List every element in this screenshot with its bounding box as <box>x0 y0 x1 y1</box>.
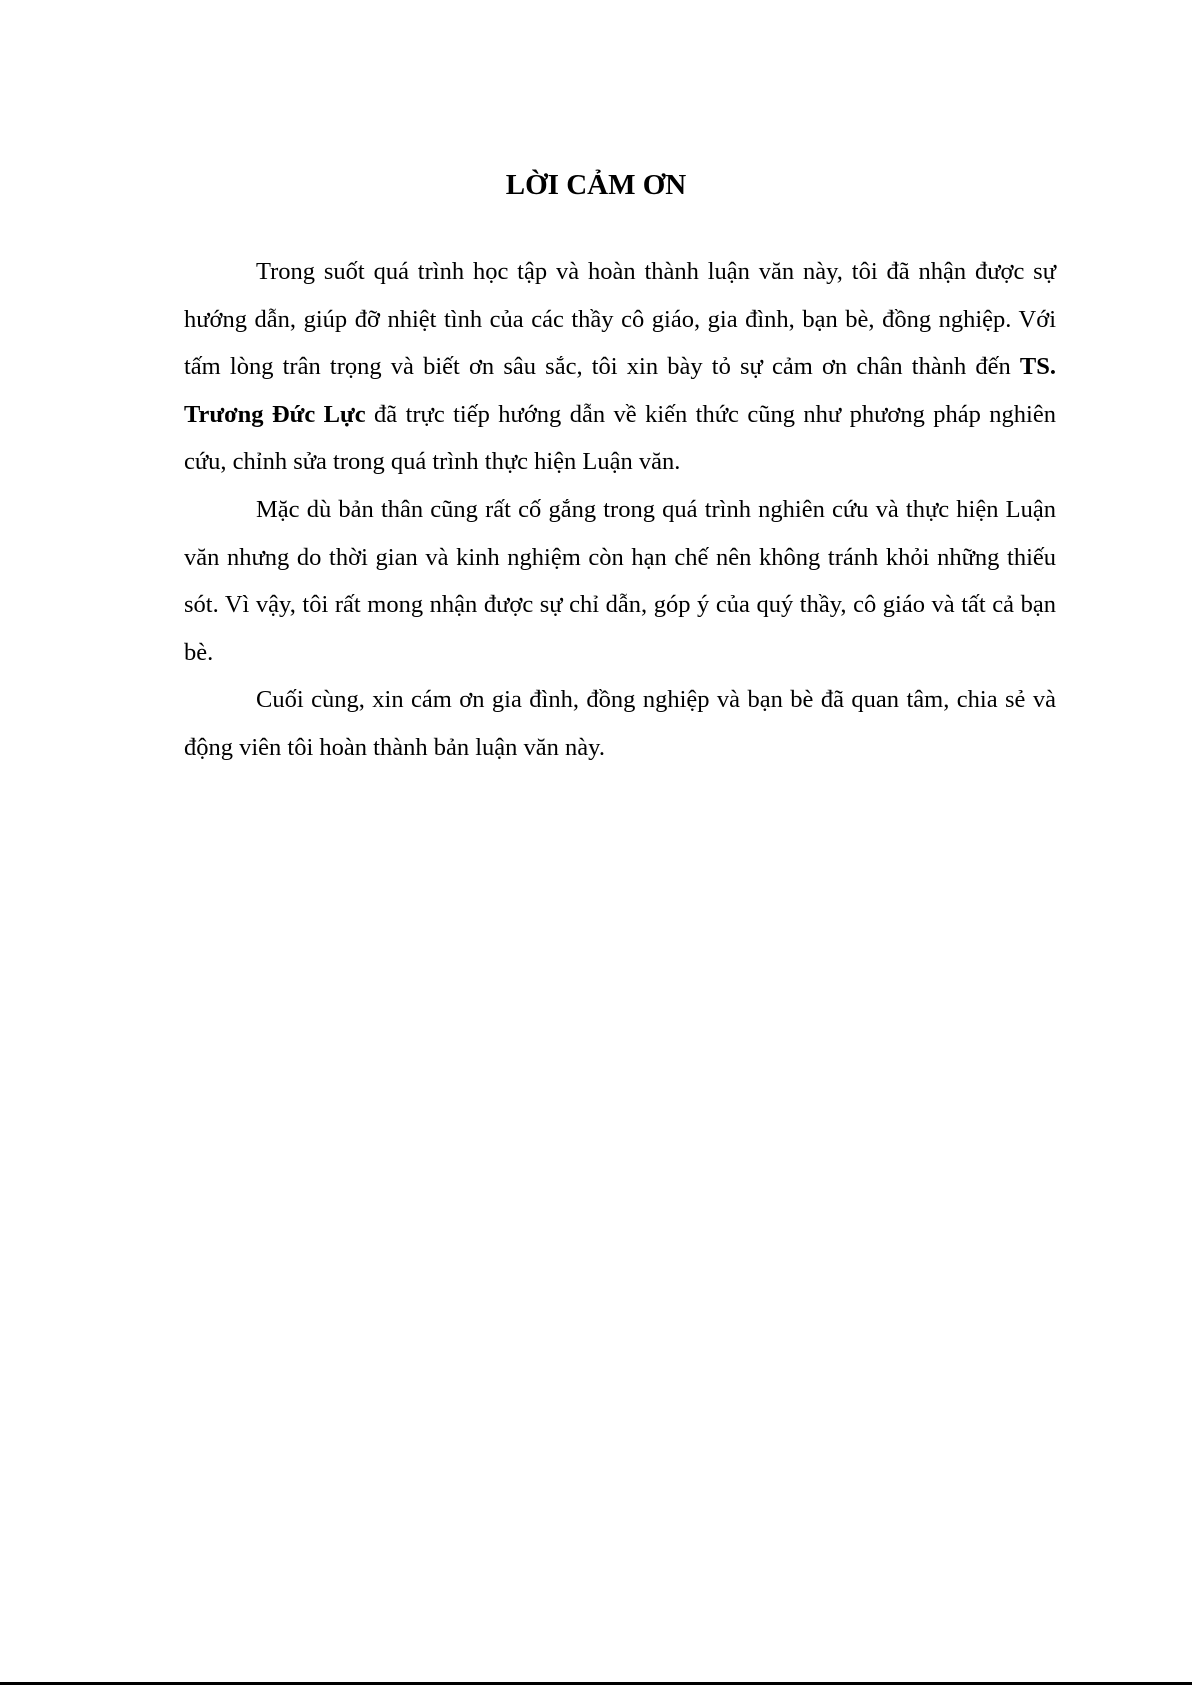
acknowledgement-body <box>184 248 1056 772</box>
supervisor-name: TS. Trương Đức Lực <box>184 353 1056 428</box>
paragraph-3: Cuối cùng, xin cám ơn gia đình, đồng nghiệp và bạn bè đã quan tâm, chia sẻ và động viên tôi hoàn thành bản luận văn này. <box>184 686 1056 761</box>
paragraph-2: Mặc dù bản thân cũng rất cố gắng trong quá trình nghiên cứu và thực hiện Luận văn nhưng do thời gian và kinh nghiệm còn hạn chế nên không tránh khỏi những thiếu sót. Vì vậy, tôi rất mong nhận được sự chỉ dẫn, góp ý của quý thầy, cô giáo và tất cả bạn bè. <box>184 495 1056 666</box>
paragraph-1 <box>184 248 1056 486</box>
paragraph-1-text-before: Trong suốt quá trình học tập và hoàn thành luận văn này, tôi đã nhận được sự hướng dẫn, giúp đỡ nhiệt tình của các thầy cô giáo, gia đình, bạn bè, đồng nghiệp. Với tấm lòng trân trọng và biết ơn sâu sắc, tôi xin bày tỏ sự cảm ơn chân thành đến <box>184 258 1056 381</box>
paragraph-1-text-after: đã trực tiếp hướng dẫn về kiến thức cũng như phương pháp nghiên cứu, chỉnh sửa trong quá trình thực hiện Luận văn. <box>184 400 1056 476</box>
page-title: LỜI CẢM ƠN <box>505 169 687 201</box>
